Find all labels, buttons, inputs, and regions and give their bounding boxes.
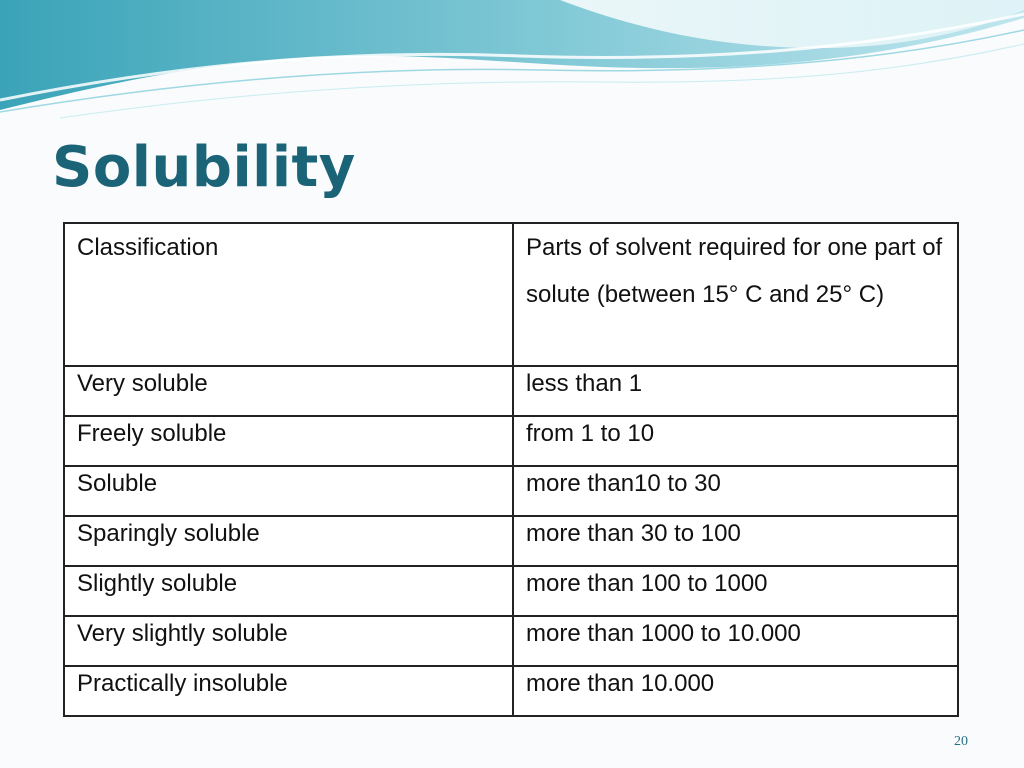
column-header-classification: Classification <box>64 223 513 366</box>
table-row <box>64 466 958 516</box>
table-row <box>64 616 958 666</box>
table-header-row <box>64 223 958 366</box>
table-cell-classification: Freely soluble <box>64 416 513 466</box>
column-header-parts-of-solvent: Parts of solvent required for one part of solute (between 15° C and 25° C) <box>513 223 958 366</box>
table-cell-parts: more than 1000 to 10.000 <box>513 616 958 666</box>
table-cell-parts: more than 30 to 100 <box>513 516 958 566</box>
slide-title: Solubility <box>52 135 356 200</box>
table-row <box>64 516 958 566</box>
solubility-table <box>63 222 959 717</box>
table-row <box>64 416 958 466</box>
table-cell-parts: more than10 to 30 <box>513 466 958 516</box>
table-cell-classification: Soluble <box>64 466 513 516</box>
table-cell-classification: Very slightly soluble <box>64 616 513 666</box>
table-cell-classification: Practically insoluble <box>64 666 513 716</box>
table-row <box>64 566 958 616</box>
table-cell-parts: more than 100 to 1000 <box>513 566 958 616</box>
slide-page-number: 20 <box>954 734 968 749</box>
table-row <box>64 366 958 416</box>
table-cell-parts: from 1 to 10 <box>513 416 958 466</box>
decorative-wave-banner <box>0 0 1024 120</box>
table-cell-classification: Very soluble <box>64 366 513 416</box>
table-cell-classification: Sparingly soluble <box>64 516 513 566</box>
table-cell-parts: less than 1 <box>513 366 958 416</box>
table-cell-classification: Slightly soluble <box>64 566 513 616</box>
table-cell-parts: more than 10.000 <box>513 666 958 716</box>
table-row <box>64 666 958 716</box>
